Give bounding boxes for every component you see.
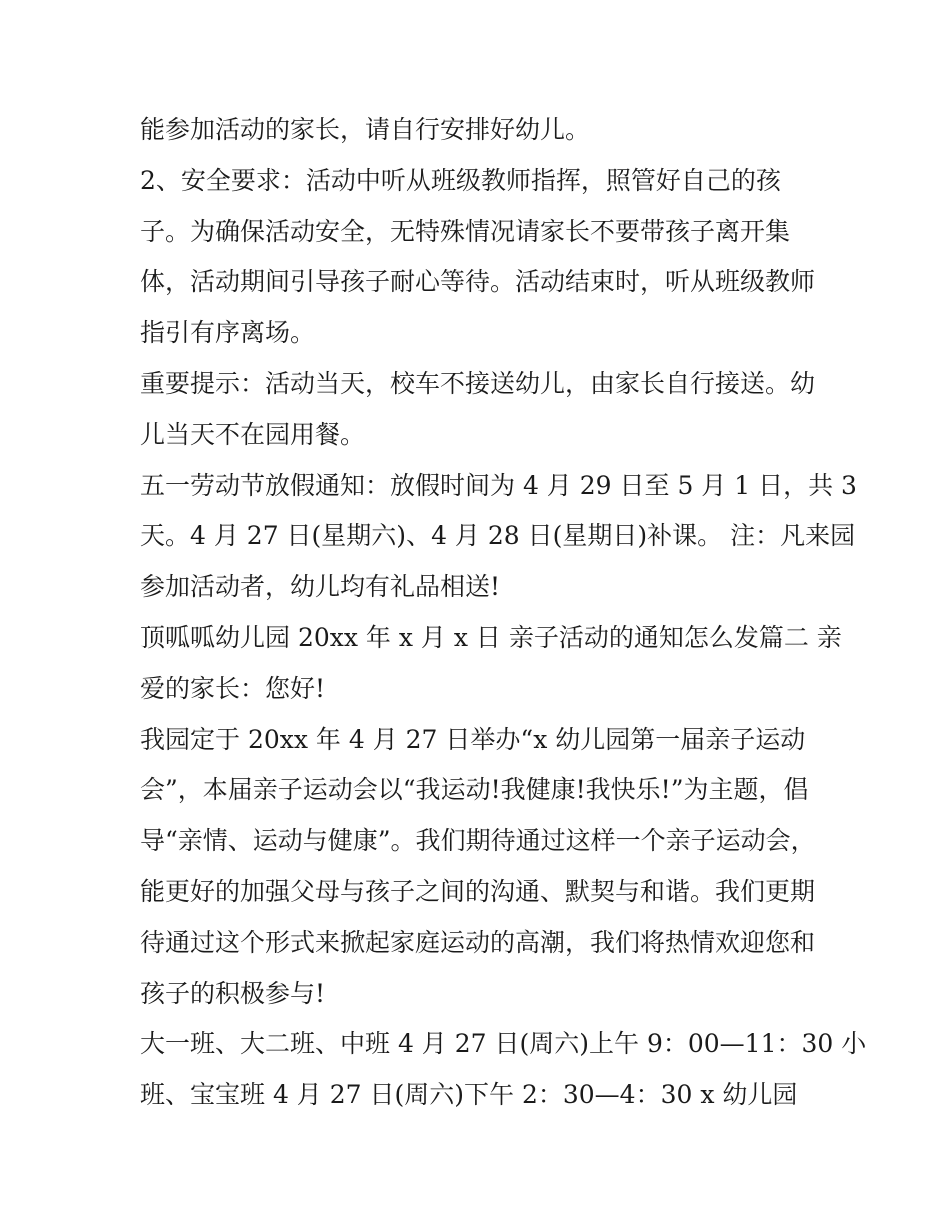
- text-line: 爱的家长：您好!: [140, 673, 326, 703]
- text-line: 班、宝宝班 4 月 27 日(周六)下午 2：30—4：30 x 幼儿园: [140, 1080, 798, 1110]
- text-line: 儿当天不在园用餐。: [140, 419, 366, 449]
- text-line: 会”，本届亲子运动会以“我运动!我健康!我快乐!”为主题，倡: [140, 775, 809, 805]
- text-line: 我园定于 20xx 年 4 月 27 日举办“x 幼儿园第一届亲子运动: [140, 724, 806, 754]
- text-line: 体，活动期间引导孩子耐心等待。活动结束时，听从班级教师: [140, 267, 816, 297]
- text-line: 五一劳动节放假通知：放假时间为 4 月 29 日至 5 月 1 日，共 3: [140, 470, 857, 500]
- text-line: 孩子的积极参与!: [140, 978, 326, 1008]
- text-line: 能更好的加强父母与孩子之间的沟通、默契与和谐。我们更期: [140, 876, 816, 906]
- text-line: 天。4 月 27 日(星期六)、4 月 28 日(星期日)补课。 注：凡来园: [140, 521, 856, 551]
- text-line: 指引有序离场。: [140, 318, 316, 348]
- text-line: 大一班、大二班、中班 4 月 27 日(周六)上午 9：00—11：30 小: [140, 1029, 867, 1059]
- text-line: 导“亲情、运动与健康”。我们期待通过这样一个亲子运动会，: [140, 826, 816, 856]
- text-line: 能参加活动的家长，请自行安排好幼儿。: [140, 115, 591, 144]
- text-line: 子。为确保活动安全，无特殊情况请家长不要带孩子离开集: [140, 216, 791, 246]
- text-line: 待通过这个形式来掀起家庭运动的高潮，我们将热情欢迎您和: [140, 927, 816, 957]
- text-line: 顶呱呱幼儿园 20xx 年 x 月 x 日 亲子活动的通知怎么发篇二 亲: [140, 622, 842, 652]
- text-line: 参加活动者，幼儿均有礼品相送!: [140, 572, 501, 602]
- document-body: [140, 105, 867, 1121]
- text-line: 重要提示：活动当天，校车不接送幼儿，由家长自行接送。幼: [140, 368, 816, 398]
- text-line: 2、安全要求：活动中听从班级教师指挥，照管好自己的孩: [140, 165, 781, 195]
